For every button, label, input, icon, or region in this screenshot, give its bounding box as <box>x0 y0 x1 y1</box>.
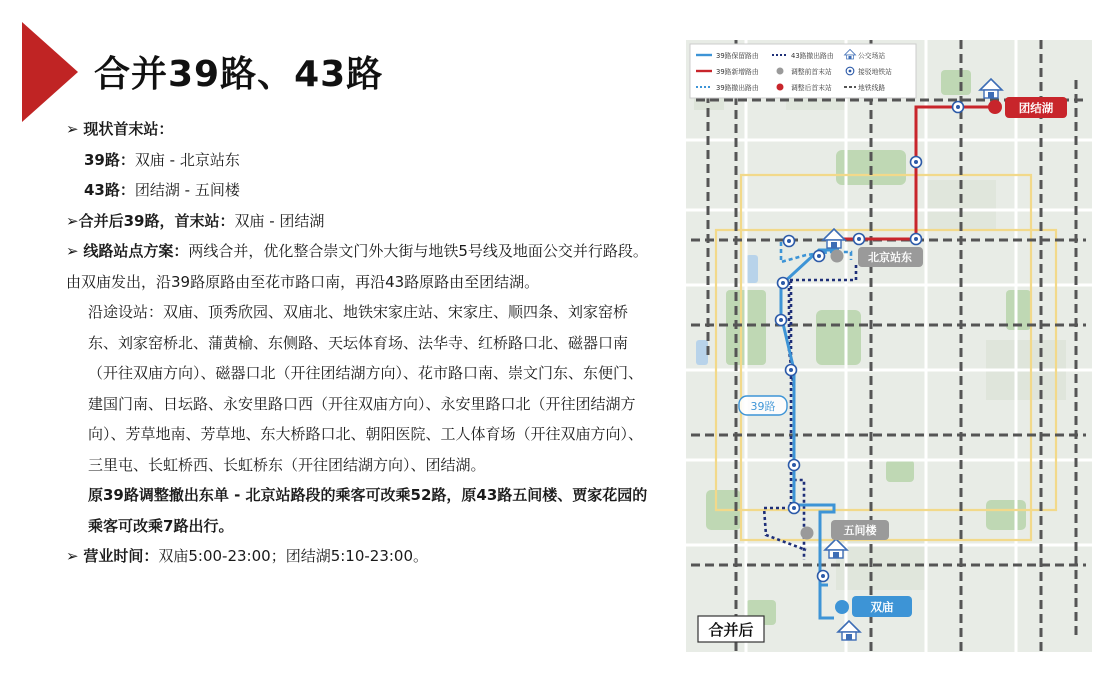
svg-text:39路: 39路 <box>750 400 776 413</box>
svg-text:公交场站: 公交场站 <box>858 52 886 60</box>
svg-text:双庙: 双庙 <box>870 600 894 614</box>
label-route39 <box>739 396 787 415</box>
hours-heading: 营业时间： <box>83 547 159 565</box>
svg-text:调整前首末站: 调整前首末站 <box>791 68 832 76</box>
title-accent-triangle <box>22 22 78 122</box>
svg-text:北京站东: 北京站东 <box>868 251 912 264</box>
svg-text:合并后: 合并后 <box>708 621 754 639</box>
svg-text:五间楼: 五间楼 <box>843 524 877 537</box>
bullet-arrow-icon: ➢ <box>66 242 79 260</box>
stop-after-shuangmiao <box>835 600 849 614</box>
route43-status-line <box>66 175 648 206</box>
merged-line <box>66 206 648 237</box>
svg-text:调整后首末站: 调整后首末站 <box>791 84 832 92</box>
map-legend <box>690 44 916 98</box>
stop-before-wujianlou <box>801 527 814 540</box>
label-shuangmiao <box>852 596 912 617</box>
merged-terminals: 双庙 - 团结湖 <box>234 211 325 230</box>
page-title: 合并39路、43路 <box>94 54 384 95</box>
bullet-arrow-icon: ➢ <box>66 211 79 230</box>
stop-after-tuanjiehu <box>988 100 1002 114</box>
status-heading-line <box>66 114 648 145</box>
route-map <box>686 40 1092 652</box>
route39-label: 39路： <box>84 150 135 169</box>
map-corner-label <box>698 616 764 642</box>
hours-text: 双庙5:00-23:00；团结湖5:10-23:00。 <box>158 547 429 565</box>
plan-paragraph <box>66 236 648 297</box>
notice-paragraph: 原39路调整撤出东单 - 北京站路段的乘客可改乘52路，原43路五间楼、贾家花园的乘客可改乘7路出行。 <box>88 486 648 535</box>
hours-line <box>66 541 648 572</box>
svg-text:团结湖: 团结湖 <box>1018 101 1054 115</box>
stop-before-beijingzhandong <box>831 250 844 263</box>
plan-heading: 线路站点方案： <box>83 242 189 260</box>
label-wujianlou <box>831 520 889 540</box>
svg-text:39路撤出路由: 39路撤出路由 <box>716 84 759 92</box>
content-block <box>66 114 648 572</box>
svg-text:接驳地铁站: 接驳地铁站 <box>858 68 892 76</box>
svg-text:39路新增路由: 39路新增路由 <box>716 68 759 76</box>
label-tuanjiehu <box>1005 97 1067 118</box>
route43-terminals: 团结湖 - 五间楼 <box>134 181 240 199</box>
route39-status-line <box>66 145 648 176</box>
plan-text: 两线合并，优化整合崇文门外大街与地铁5号线及地面公交并行路段。由双庙发出，沿39路原路由至花市路口南，再沿43路原路由至团结湖。 <box>66 242 648 291</box>
route43-label: 43路： <box>84 181 135 199</box>
svg-text:43路撤出路由: 43路撤出路由 <box>791 52 834 60</box>
route39-terminals: 双庙 - 北京站东 <box>134 150 240 169</box>
bullet-arrow-icon: ➢ <box>66 120 79 138</box>
status-heading: 现状首末站： <box>83 120 174 138</box>
svg-text:地铁线路: 地铁线路 <box>858 84 886 92</box>
bullet-arrow-icon: ➢ <box>66 547 79 565</box>
merged-heading: 合并后39路，首末站： <box>78 211 235 230</box>
label-beijingzhandong <box>858 247 923 267</box>
stops-paragraph: 沿途设站：双庙、顶秀欣园、双庙北、地铁宋家庄站、宋家庄、顺四条、刘家窑桥东、刘家窑桥北、蒲黄榆、东侧路、天坛体育场、法华寺、红桥路口北、磁器口南（开往双庙方向）、磁器口北（开往团结湖方向）、花市路口南、崇文门东、东便门、建国门南、日坛路、永安里路口西（开往双庙方向）、永安里路口北（开往团结湖方向）、芳草地南、芳草地、东大桥路口北、朝阳医院、工人体育场（开往双庙方向）、三里屯、长虹桥西、长虹桥东（开往团结湖方向）、团结湖。 <box>88 303 644 474</box>
svg-text:39路保留路由: 39路保留路由 <box>716 52 759 60</box>
